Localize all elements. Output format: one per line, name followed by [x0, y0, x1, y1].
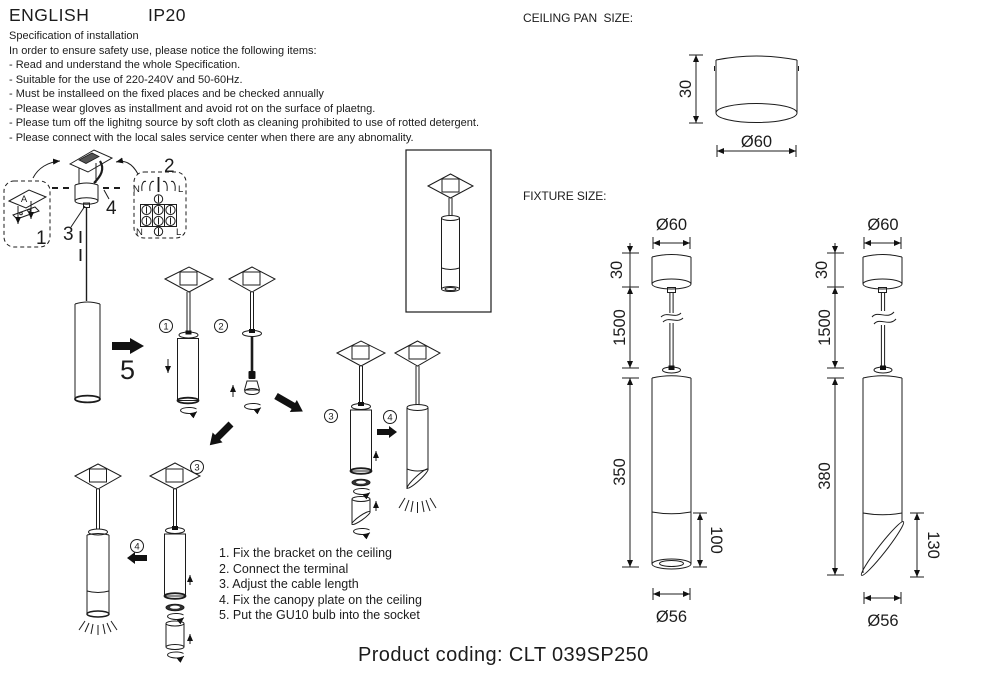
fixture-left-cable-length: 1500: [611, 309, 629, 346]
product-coding: Product coding: CLT 039SP250: [358, 644, 649, 666]
step-1-diagram: [160, 267, 214, 413]
terminal-n-bottom: N: [136, 227, 143, 238]
spec-item: - Please wear gloves as installment and avoid rot on the surface of plaetng.: [9, 102, 376, 115]
spec-item: - Please connect with the local sales service center when there are any abnomality.: [9, 131, 414, 144]
pendant-overview: [75, 208, 100, 403]
instruction-step: 1. Fix the bracket on the ceiling: [219, 546, 393, 560]
fixture-right-bottom-diameter: Ø56: [867, 612, 899, 630]
callout-2: 2: [164, 156, 175, 177]
spec-item: - Please tum off the lighitng source by soft cloth as cleaning prohibited to use of rotted detergent.: [9, 117, 480, 130]
fixture-size-title: FIXTURE SIZE:: [523, 189, 607, 203]
sequence-arrow: [112, 338, 144, 354]
step-badge-1: 1: [163, 321, 169, 333]
step-badge-4: 4: [387, 412, 393, 424]
spec-title: Specification of installation: [9, 30, 139, 42]
fixture-right-drawing: [813, 216, 942, 630]
instruction-step: 4. Fix the canopy plate on the ceiling: [219, 592, 422, 607]
instruction-step: 2. Connect the terminal: [219, 561, 349, 576]
step-4-right-diagram: [377, 341, 440, 513]
step-badge-3: 3: [328, 411, 334, 423]
callout-1: 1: [36, 228, 47, 249]
pan-height-label: 30: [677, 79, 695, 99]
pan-diameter-dimension: [717, 133, 796, 157]
step-badge-3: 3: [194, 462, 200, 474]
cable-break-icon: [661, 313, 681, 317]
step-badge-4: 4: [134, 541, 140, 553]
specification-block: [9, 29, 479, 145]
fixture-left-body-height: 350: [611, 458, 629, 486]
pan-cylinder: [715, 56, 799, 123]
bracket-letter: A: [20, 194, 28, 205]
callout-4: 4: [106, 198, 117, 219]
callout-5: 5: [120, 355, 136, 385]
fixture-drawings: [590, 210, 950, 635]
arrow-terminal-to-plate: [116, 161, 138, 174]
bracket-detail-box: [4, 181, 50, 249]
spec-item: - Suitable for the use of 220-240V and 50-60Hz.: [9, 73, 243, 86]
step-2-diagram: [215, 267, 276, 409]
callout-3: 3: [63, 224, 74, 245]
arrow-to-step3-right: [273, 390, 307, 418]
fixture-right-canopy-height: 30: [813, 260, 831, 280]
gu10-socket: [249, 371, 256, 379]
pan-diameter-label: Ø60: [740, 133, 773, 151]
fixture-right-cut-height: 130: [924, 531, 942, 559]
spec-item: - Must be installeed on the fixed places and be checked annually: [9, 88, 324, 101]
finished-product-box: [406, 150, 491, 312]
arrow-to-step3-left: [205, 419, 236, 450]
pan-height-dimension: [677, 55, 703, 123]
light-rays: [399, 498, 436, 513]
fixture-left-top-diameter: Ø60: [655, 216, 688, 234]
fixture-right-dimensions: [813, 243, 942, 630]
step-4-left-diagram: [75, 464, 147, 635]
angled-cut-opening: [858, 519, 906, 578]
ceiling-pan-drawing: [660, 40, 825, 165]
step-3-left-diagram: [150, 461, 204, 658]
mounting-plate: [70, 150, 112, 184]
ceiling-pan-size-title: CEILING PAN SIZE:: [523, 11, 634, 25]
spec-item: - Read and understand the whole Specification.: [9, 59, 241, 72]
fixture-left-canopy-height: 30: [608, 260, 626, 280]
terminal-n-top: N: [133, 184, 140, 195]
terminal-screws: [142, 205, 175, 225]
fixture-right-cable-length: 1500: [816, 309, 834, 346]
fixture-right-top-diameter: Ø60: [867, 216, 899, 234]
spec-intro: In order to ensure safety use, please notice the following items:: [9, 44, 317, 57]
terminal-detail-box: [133, 156, 186, 238]
installation-diagram: [0, 145, 500, 665]
fixture-left-lower-section: 100: [707, 526, 725, 554]
arrow-bracket-to-plate: [33, 161, 60, 178]
language-label: ENGLISH: [9, 5, 90, 25]
cable-break-icon: [872, 312, 894, 317]
fixture-left-bottom-diameter: Ø56: [655, 608, 688, 626]
angled-cut-tip: [351, 510, 372, 526]
ip-rating-label: IP20: [148, 5, 186, 25]
terminal-l-top: L: [178, 184, 184, 195]
instruction-step: 3. Adjust the cable length: [219, 577, 359, 592]
step-badge-2: 2: [218, 321, 224, 333]
light-rays: [79, 621, 117, 635]
terminal-l-bottom: L: [176, 227, 182, 238]
step-3-right-diagram: [325, 341, 386, 534]
instruction-step: 5. Put the GU10 bulb into the socket: [219, 608, 420, 623]
fixture-right-body-height: 380: [816, 462, 834, 490]
fixture-left-drawing: [608, 216, 725, 626]
